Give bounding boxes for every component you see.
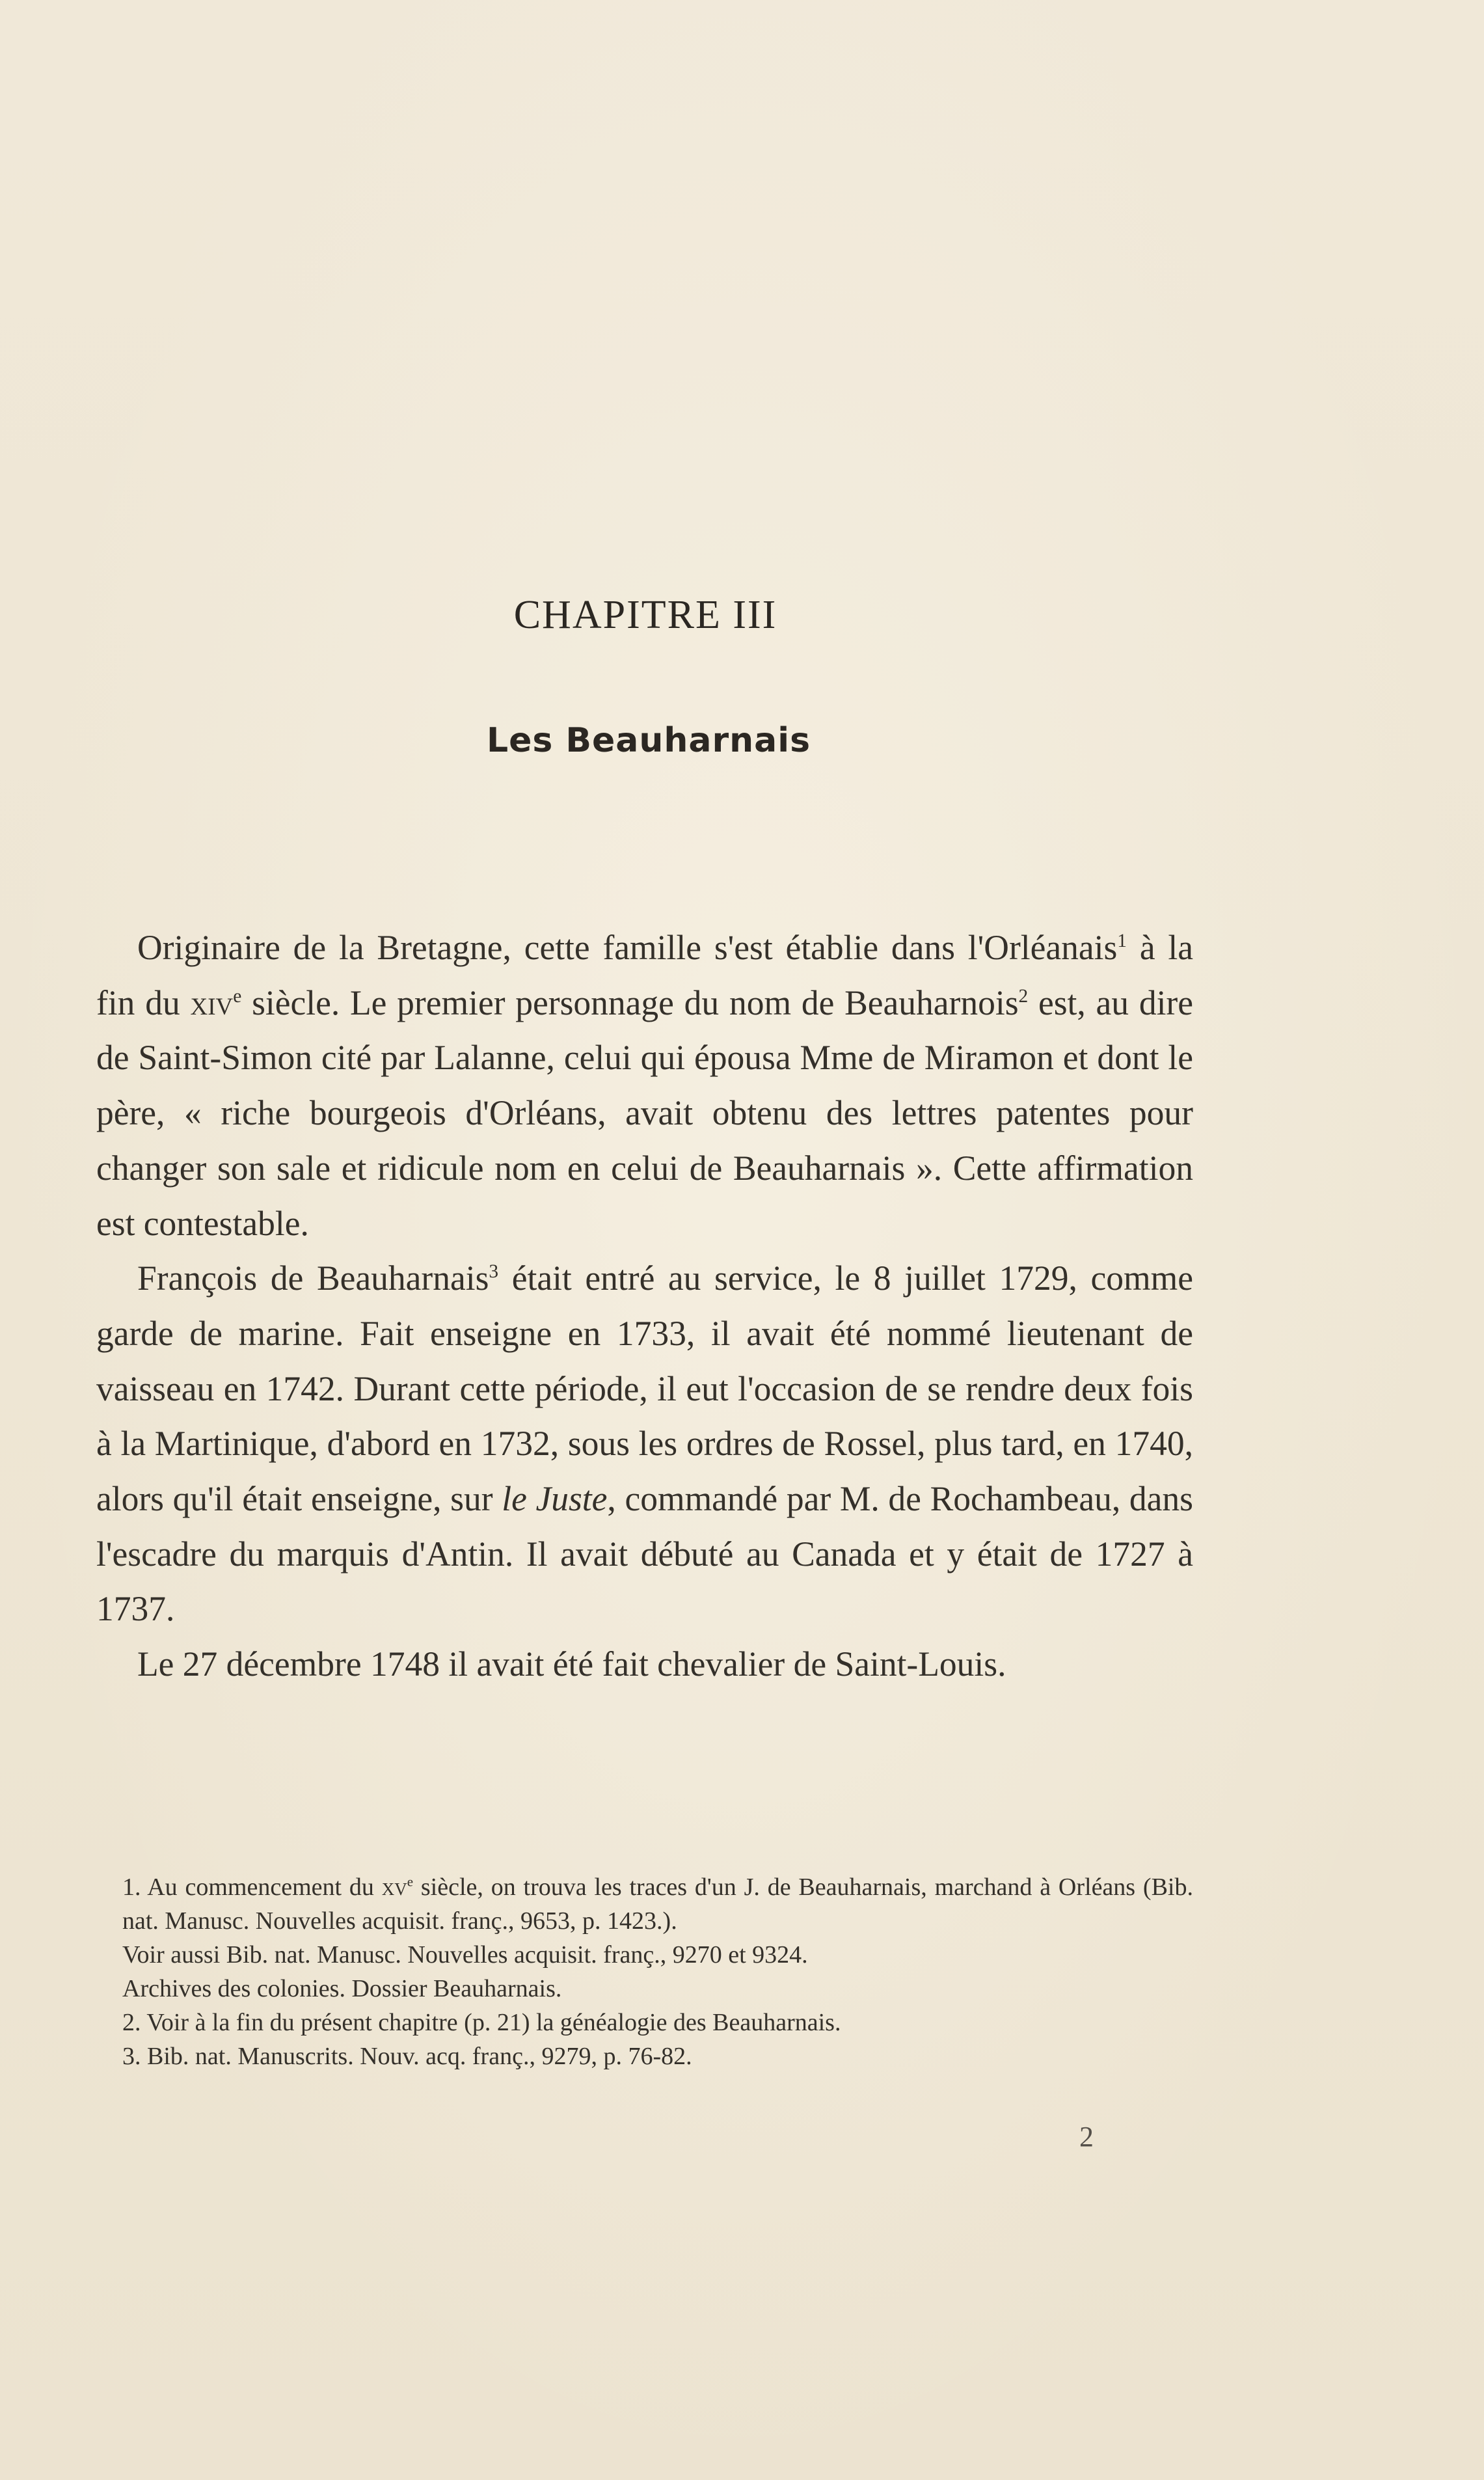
footnote-1-see-also: Voir aussi Bib. nat. Manusc. Nouvelles acquisit. franç., 9270 et 9324. xyxy=(122,1941,808,1969)
footnote-1-century: xv xyxy=(381,1874,407,1901)
p2-text-c: , commandé par M. de Rochambeau, dans l'escadre du marquis d'Antin. Il avait débuté au Canada et y était de 1727 à 1737. xyxy=(96,1479,1193,1629)
footnote-2: 2. Voir à la fin du présent chapitre (p. 21) la généalogie des Beauharnais. xyxy=(122,2009,841,2036)
p1-text-d: est, au dire de Saint-Simon cité par Lalanne, celui qui épousa Mme de Miramon et dont le père, « riche bourgeois d'Orléans, avait obtenu des lettres patentes pour changer son sale et ridicule nom en celui de Beauharnais ». Cette affirmation est contestable. xyxy=(96,983,1193,1243)
footnote-1 xyxy=(122,1870,1193,1938)
p1-text-a: Originaire de la Bretagne, cette famille s'est établie dans l'Orléanais xyxy=(137,928,1118,967)
p2-text-b: était entré au service, le 8 juillet 1729, comme garde de marine. Fait enseigne en 1733, il avait été nommé lieutenant de vaisseau en 1742. Durant cette période, il eut l'occasion de se rendre deux fois à la Martinique, d'abord en 1732, sous les ordres de Rossel, plus tard, en 1740, alors qu'il était enseigne, sur xyxy=(96,1259,1193,1519)
footnote-ref-2: 2 xyxy=(1018,985,1029,1007)
p2-text-a: François de Beauharnais xyxy=(137,1259,489,1298)
footnotes xyxy=(122,1870,1193,2073)
p1-century: xiv xyxy=(190,983,234,1022)
footnote-1-archives: Archives des colonies. Dossier Beauharnais. xyxy=(122,1975,562,2002)
paragraph-1 xyxy=(96,920,1193,1251)
section-title: Les Beauharnais xyxy=(486,721,811,760)
main-text xyxy=(96,920,1193,1692)
footnote-1-century-sup: e xyxy=(407,1874,414,1890)
ship-name: le Juste xyxy=(502,1479,608,1519)
footnote-3: 3. Bib. nat. Manuscrits. Nouv. acq. franç., 9279, p. 76-82. xyxy=(122,2043,692,2070)
paragraph-2 xyxy=(96,1251,1193,1637)
chapter-title: CHAPITRE III xyxy=(513,593,777,637)
paragraph-3: Le 27 décembre 1748 il avait été fait chevalier de Saint-Louis. xyxy=(137,1644,1006,1684)
page-number: 2 xyxy=(1079,2121,1094,2153)
p1-text-b: à la fin du xyxy=(96,928,1193,1022)
footnote-ref-3: 3 xyxy=(489,1261,499,1283)
footnote-1-text-a: 1. Au commencement du xyxy=(122,1874,382,1901)
p1-century-sup: e xyxy=(233,985,242,1007)
p1-text-c: siècle. Le premier personnage du nom de Beauharnois xyxy=(241,983,1019,1022)
footnote-ref-1: 1 xyxy=(1117,931,1127,952)
footnote-1-text-b: siècle, on trouva les traces d'un J. de Beauharnais, marchand à Orléans (Bib. nat. Manusc. Nouvelles acquisit. franç., 9653, p. 1423.). xyxy=(122,1874,1193,1935)
